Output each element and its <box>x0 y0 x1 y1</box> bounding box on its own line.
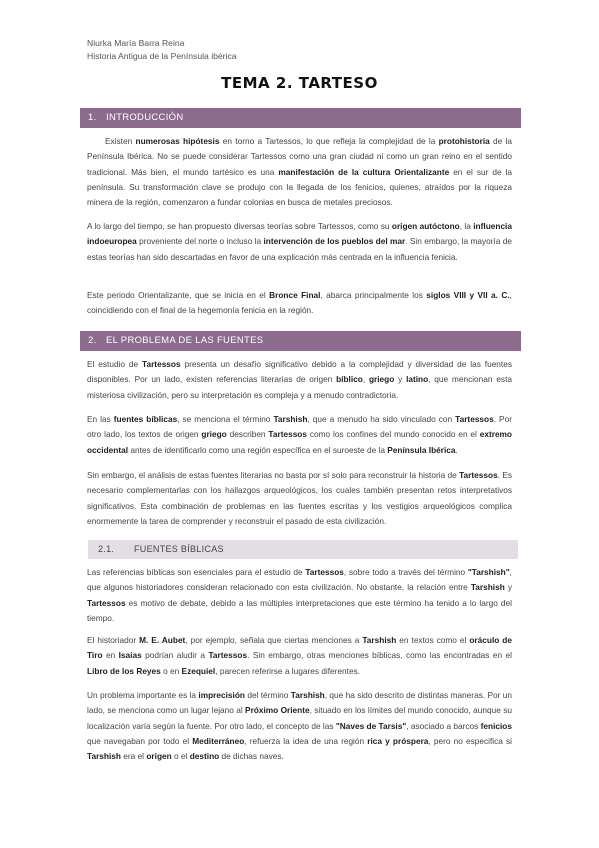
emphasis-text: Tarshish <box>87 751 121 762</box>
emphasis-text: Tarshish <box>470 582 505 593</box>
paragraph <box>87 565 512 626</box>
paragraph-text: , que algunos historiadores consideran relacionado con esta civilización. No obstante, la relación entre <box>87 567 512 593</box>
section-number: 1. <box>88 112 97 123</box>
paragraph-text: . Es necesario complementarlas con los hallazgos arqueológicos, los cuales también presentan retos interpretativos significativos. Esta combinación de problemas en las fuentes escritas y los vestigios arqueológicos complica enormemente la tarea de comprender y reconstruir el pasado de esta civilización. <box>87 470 513 526</box>
section-heading-problema-fuentes <box>80 331 521 351</box>
paragraph-text: Este periodo Orientalizante, que se inicia en el <box>87 290 270 300</box>
paragraph-text: . Sin embargo, otras menciones bíblicas, como las encontradas en el <box>247 650 512 661</box>
paragraph-text: en textos como el <box>396 635 470 645</box>
paragraph-text: que navegaban por todo el <box>87 735 193 746</box>
emphasis-text: numerosas hipótesis <box>135 136 220 146</box>
paragraph <box>87 688 512 764</box>
emphasis-text: rica y próspera <box>367 735 429 746</box>
emphasis-text: Mediterráneo <box>192 735 245 746</box>
paragraph-text: , asociado a barcos <box>406 720 481 731</box>
emphasis-text: Tartessos <box>87 597 126 608</box>
paragraph-text: , se menciona el término <box>177 414 274 424</box>
emphasis-text: Tartessos <box>455 414 494 424</box>
paragraph-text: en el sur de la península. Su transformación clave se produjo con la llegada de los fenicios, quienes, atraídos por la riqueza minera de la región, comenzaron a fundar colonias en busca de metales preciosos. <box>87 166 512 208</box>
subsection-number: 2.1. <box>98 544 115 554</box>
emphasis-text: fenicios <box>480 720 512 731</box>
paragraph <box>87 633 512 679</box>
section-number: 2. <box>88 335 97 346</box>
paragraph-text: El historiador <box>87 635 140 645</box>
emphasis-text: Tartessos <box>142 359 181 369</box>
paragraph-text: Un problema importante es la <box>87 690 199 700</box>
paragraph-text: , <box>362 374 369 385</box>
paragraph-text: El estudio de <box>87 359 143 369</box>
paragraph-text: , situado en los límites del mundo conocido, aunque su localización varía según la fuente. Por otro lado, el concepto de las <box>87 705 512 731</box>
paragraph-text: Existen <box>105 136 136 146</box>
emphasis-text: Ezequiel <box>181 665 216 676</box>
paragraph-text: o en <box>160 665 182 676</box>
page-header <box>87 37 237 63</box>
paragraph-text: en torno a Tartessos, lo que refleja la complejidad de la <box>219 136 439 146</box>
emphasis-text: oráculo de Tiro <box>87 635 512 661</box>
emphasis-text: Libro de los Reyes <box>87 665 161 676</box>
paragraph-text: . Por otro lado, los textos de origen <box>87 414 512 440</box>
paragraph-text: En las <box>87 414 114 424</box>
emphasis-text: Península Ibérica <box>387 444 456 455</box>
emphasis-text: M. E. Aubet <box>139 635 186 645</box>
document-title: TEMA 2. TARTESO <box>221 74 378 92</box>
paragraph-text: Las referencias bíblicas son esenciales para el estudio de <box>87 567 306 577</box>
emphasis-text: origen <box>146 751 172 762</box>
emphasis-text: "Tarshish" <box>467 567 510 577</box>
author-name: Niurka María Barra Reina <box>87 38 185 48</box>
paragraph-text: Sin embargo, el análisis de estas fuentes literarias no basta por sí solo para reconstruir la historia de <box>87 470 460 480</box>
paragraph <box>87 468 512 529</box>
emphasis-text: Tarshish <box>362 635 397 645</box>
paragraph-text: o el <box>171 751 190 762</box>
paragraph-text: del término <box>244 690 291 700</box>
emphasis-text: Tartessos <box>305 567 344 577</box>
paragraph-text: , la <box>459 221 474 231</box>
paragraph-text: y <box>394 374 407 385</box>
paragraph-text: , que ha sido descrito de distintas maneras. Por un lado, se menciona como un lugar lejano al <box>87 690 512 716</box>
paragraph-text: presenta un desafío significativo debido a la complejidad y diversidad de las fuentes disponibles. Por un lado, existen referencias literarias de origen <box>87 359 512 385</box>
emphasis-text: Tartessos <box>208 650 248 661</box>
paragraph-text: , que mencionan esta misteriosa civilización, pero su interpretación es compleja y a menudo contradictoria. <box>87 374 512 400</box>
paragraph-text: , coincidiendo con el final de la hegemonía fenicia en la región. <box>87 290 512 316</box>
section-title: INTRODUCCIÓN <box>106 112 184 123</box>
section-title: EL PROBLEMA DE LAS FUENTES <box>106 335 264 346</box>
emphasis-text: origen autóctono <box>391 221 460 231</box>
emphasis-text: manifestación de la cultura Orientalizante <box>278 166 450 177</box>
emphasis-text: influencia indoeuropea <box>87 221 512 247</box>
paragraph-text: era el <box>120 751 147 762</box>
paragraph-text: A lo largo del tiempo, se han propuesto diversas teorías sobre Tartessos, como su <box>87 221 392 231</box>
section-heading-introduccion <box>80 108 521 128</box>
paragraph-text: describen <box>226 429 269 440</box>
paragraph-text: y <box>504 582 512 593</box>
paragraph-text: , pero no especifica si <box>428 735 512 746</box>
emphasis-text: protohistoria <box>438 136 490 146</box>
paragraph-text: como los confines del mundo conocido en el <box>307 429 480 440</box>
emphasis-text: intervención de los pueblos del mar <box>263 236 406 247</box>
paragraph-text: en <box>102 650 119 661</box>
emphasis-text: extremo occidental <box>87 429 512 455</box>
paragraph-text: podrían aludir a <box>141 650 209 661</box>
paragraph-text: , refuerza la idea de una región <box>244 735 368 746</box>
paragraph <box>87 288 512 319</box>
emphasis-text: fuentes bíblicas <box>113 414 178 424</box>
paragraph <box>87 357 512 403</box>
emphasis-text: griego <box>368 374 395 385</box>
paragraph-text: . Sin embargo, la mayoría de estas teorías han sido descartadas en favor de una explicación más centrada en la influencia fenicia. <box>87 236 512 262</box>
paragraph-text: antes de identificarlo como una región específica en el suroeste de la <box>128 444 388 455</box>
paragraph-text: proveniente del norte o incluso la <box>136 236 264 247</box>
emphasis-text: latino <box>406 374 429 385</box>
emphasis-text: griego <box>201 429 227 440</box>
subsection-title: FUENTES BÍBLICAS <box>134 544 224 554</box>
paragraph-text: de dichas naves. <box>219 751 284 762</box>
paragraph-text: , por ejemplo, señala que ciertas menciones a <box>185 635 363 645</box>
paragraph-text: , que a menudo ha sido vinculado con <box>307 414 456 424</box>
paragraph <box>87 412 512 458</box>
paragraph-text: , parecen referirse a lugares diferentes. <box>215 665 361 676</box>
paragraph-text: . <box>455 444 458 455</box>
emphasis-text: bíblico <box>336 374 363 385</box>
paragraph <box>87 219 512 265</box>
course-name: Historia Antigua de la Península ibérica <box>87 51 237 61</box>
paragraph <box>87 134 512 210</box>
emphasis-text: siglos VIII y VII a. C. <box>426 290 510 300</box>
paragraph-text: de la Península Ibérica. No se puede considerar Tartessos como una gran ciudad ni como un gran reino en el sentido tradicional. Más bien, el mundo tartésico es una <box>87 136 513 177</box>
emphasis-text: Próximo Oriente <box>245 705 310 716</box>
emphasis-text: Tarshish <box>290 690 325 700</box>
emphasis-text: Isaías <box>118 650 142 661</box>
emphasis-text: Tartessos <box>459 470 498 480</box>
emphasis-text: destino <box>189 751 220 762</box>
subsection-heading-fuentes-biblicas <box>88 540 518 559</box>
emphasis-text: imprecisión <box>198 690 245 700</box>
emphasis-text: Tarshish <box>273 414 308 424</box>
paragraph-text: es motivo de debate, debido a las múltiples interpretaciones que este término ha tenido a lo largo del tiempo. <box>87 597 512 623</box>
emphasis-text: Bronce Final <box>269 290 321 300</box>
emphasis-text: Tartessos <box>268 429 307 440</box>
paragraph-text: , sobre todo a través del término <box>343 567 468 577</box>
paragraph-text: , abarca principalmente los <box>320 290 427 300</box>
emphasis-text: "Naves de Tarsis" <box>335 720 407 731</box>
